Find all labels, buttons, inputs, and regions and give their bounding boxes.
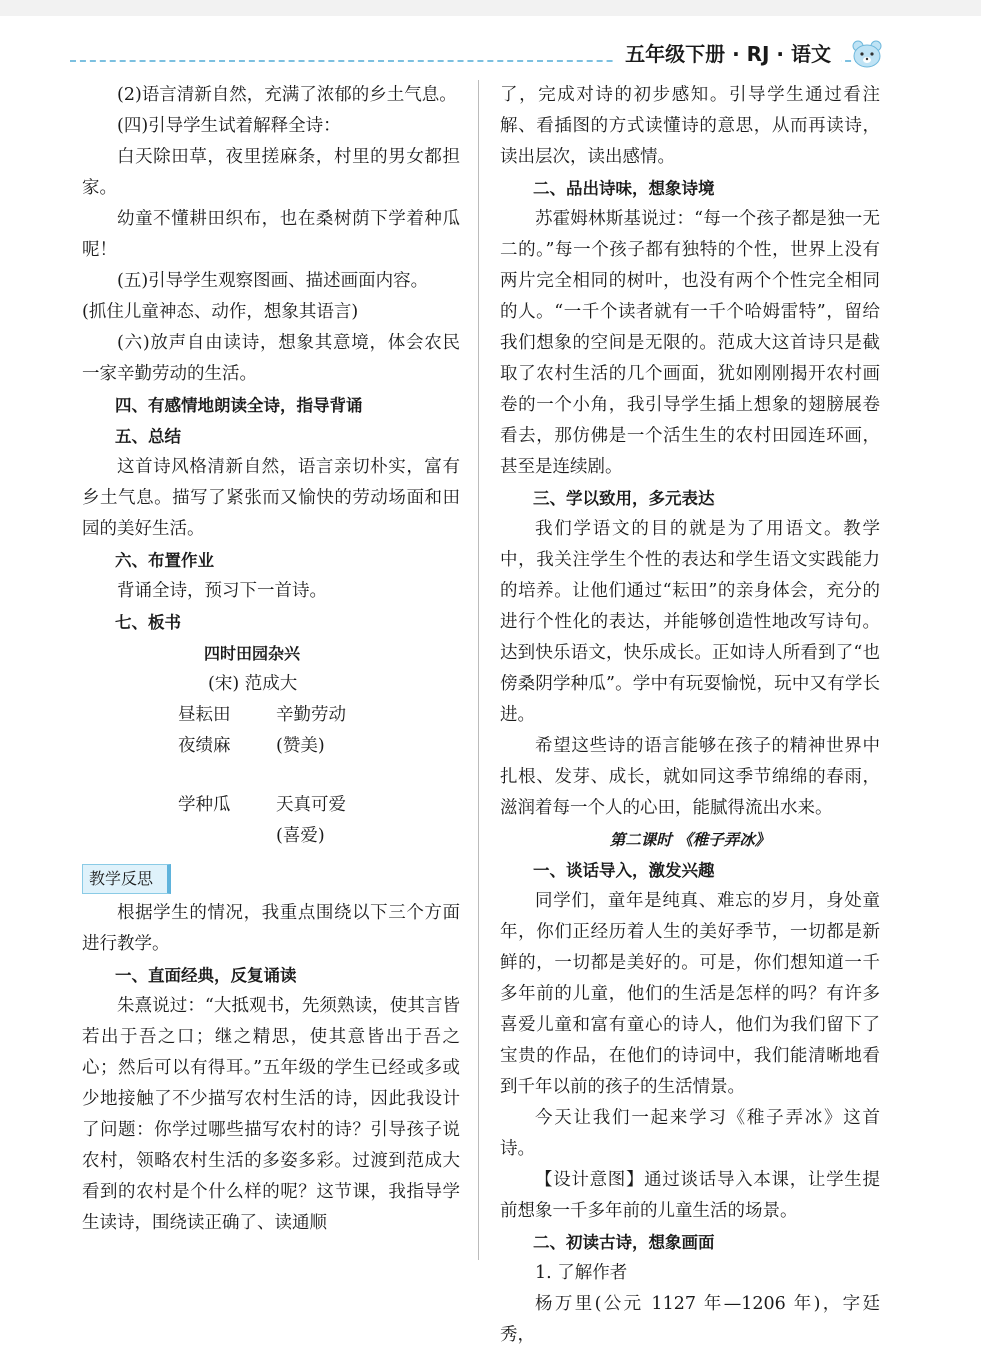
section-heading: 六、布置作业	[115, 551, 214, 570]
board-line: (赞美)	[276, 736, 325, 756]
board-line: 天真可爱	[276, 795, 346, 815]
teaching-reflection-tag: 教学反思	[82, 864, 171, 894]
board-line: 辛勤劳动	[276, 705, 346, 725]
paragraph: 杨万里(公元 1127 年—1206 年)，字廷秀，	[500, 1294, 880, 1345]
paragraph: (抓住儿童神态、动作，想象其语言)	[82, 302, 359, 322]
paragraph: 背诵全诗，预习下一首诗。	[117, 581, 327, 601]
section-heading: 二、初读古诗，想象画面	[533, 1233, 715, 1252]
paragraph: 了，完成对诗的初步感知。引导学生通过看注解、看插图的方式读懂诗的意思，从而再读诗，读出层次，读出感情。	[500, 85, 880, 167]
page-header	[0, 32, 981, 72]
paragraph: (四)引导学生试着解释全诗：	[117, 116, 341, 136]
section-heading: 一、直面经典，反复诵读	[115, 966, 297, 985]
board-line: 夜绩麻	[178, 736, 231, 756]
board-line: 学种瓜	[178, 795, 231, 815]
top-bar	[0, 0, 981, 16]
right-column	[500, 80, 880, 1351]
paragraph: 【设计意图】通过谈话导入本课，让学生提前想象一千多年前的儿童生活的场景。	[500, 1170, 880, 1221]
paragraph: 幼童不懂耕田织布，也在桑树荫下学着种瓜呢！	[82, 209, 460, 260]
bear-mascot-icon	[851, 40, 883, 68]
paragraph: 根据学生的情况，我重点围绕以下三个方面进行教学。	[82, 903, 460, 954]
board-line: (喜爱)	[276, 826, 325, 846]
section-heading: 三、学以致用，多元表达	[533, 489, 715, 508]
paragraph: (五)引导学生观察图画、描述画面内容。	[117, 271, 429, 291]
board-title: 四时田园杂兴	[204, 644, 301, 663]
section-heading: 四、有感情地朗读全诗，指导背诵	[115, 396, 363, 415]
section-heading: 五、总结	[115, 427, 181, 446]
paragraph: 我们学语文的目的就是为了用语文。教学中，我关注学生个性的表达和学生语文实践能力的培养。让他们通过“耘田”的亲身体会，充分的进行个性化的表达，并能够创造性地改写诗句。达到快乐语文，快乐成长。正如诗人所看到了“也傍桑阴学种瓜”。学中有玩耍愉悦，玩中又有学长进。	[500, 519, 880, 725]
section-heading: 七、板书	[115, 613, 181, 632]
paragraph: 今天让我们一起来学习《稚子弄冰》这首诗。	[500, 1108, 880, 1159]
lesson-title: 第二课时 《稚子弄冰》	[609, 830, 771, 849]
section-heading: 二、品出诗味，想象诗境	[533, 179, 715, 198]
paragraph: 朱熹说过：“大抵观书，先须熟读，使其言皆若出于吾之口；继之精思，使其意皆出于吾之心；然后可以有得耳。”五年级的学生已经或多或少地接触了不少描写农村生活的诗，因此我设计了问题：你学过哪些描写农村的诗？引导孩子说农村，领略农村生活的多姿多彩。过渡到范成大看到的农村是个什么样的呢？这节课，我指导学生读诗，围绕读正确了、读通顺	[82, 996, 460, 1233]
paragraph: 白天除田草，夜里搓麻条，村里的男女都担家。	[82, 147, 460, 198]
paragraph: 1. 了解作者	[535, 1263, 628, 1283]
header-title: 五年级下册 · RJ · 语文	[615, 38, 841, 70]
left-column	[82, 80, 460, 1239]
paragraph: (2)语言清新自然，充满了浓郁的乡土气息。	[117, 85, 457, 105]
board-author: (宋) 范成大	[208, 674, 298, 694]
paragraph: 苏霍姆林斯基说过：“每一个孩子都是独一无二的。”每一个孩子都有独特的个性，世界上没有两片完全相同的树叶，也没有两个个性完全相同的人。“一千个读者就有一千个哈姆雷特”，留给我们想象的空间是无限的。范成大这首诗只是截取了农村生活的几个画面，犹如刚刚揭开农村画卷的一个小角，我引导学生插上想象的翅膀展卷看去，那仿佛是一个活生生的农村田园连环画，甚至是连续剧。	[500, 209, 880, 477]
paragraph: 同学们，童年是纯真、难忘的岁月，身处童年，你们正经历着人生的美好季节，一切都是新鲜的，一切都是美好的。可是，你们想知道一千多年前的儿童，他们的生活是怎样的吗？有许多喜爱儿童和富有童心的诗人，他们为我们留下了宝贵的作品，在他们的诗词中，我们能清晰地看到千年以前的孩子的生活情景。	[500, 891, 880, 1097]
paragraph: 希望这些诗的语言能够在孩子的精神世界中扎根、发芽、成长，就如同这季节绵绵的春雨，滋润着每一个人的心田，能腻得流出水来。	[500, 736, 880, 818]
board-line: 昼耘田	[178, 705, 231, 725]
paragraph: 这首诗风格清新自然，语言亲切朴实，富有乡土气息。描写了紧张而又愉快的劳动场面和田园的美好生活。	[82, 457, 460, 539]
section-heading: 一、谈话导入，激发兴趣	[533, 861, 715, 880]
column-divider	[478, 80, 479, 1260]
blackboard-outline	[82, 638, 460, 856]
paragraph: (六)放声自由读诗，想象其意境，体会农民一家辛勤劳动的生活。	[82, 333, 460, 384]
